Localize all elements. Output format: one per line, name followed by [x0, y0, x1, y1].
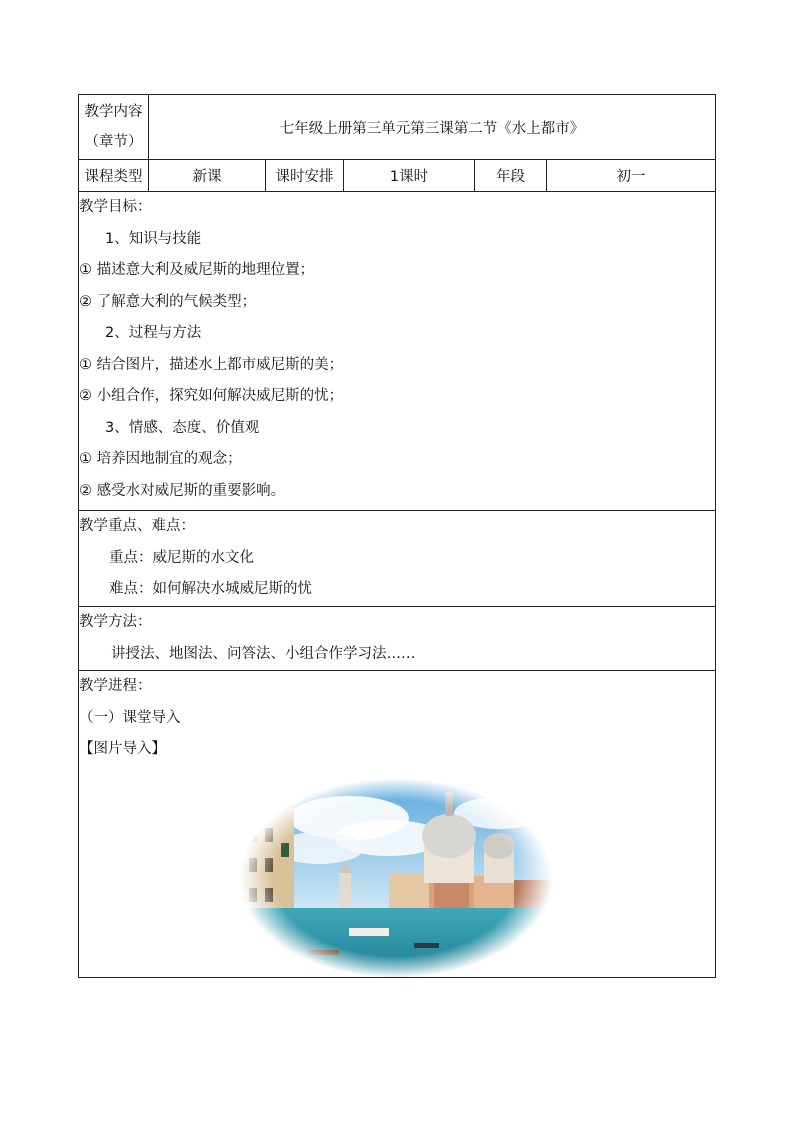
objective-heading: 3、情感、态度、价值观 [105, 419, 260, 436]
objective-item: ① 描述意大利及威尼斯的地理位置； [79, 262, 315, 278]
objectives-cell [79, 192, 716, 511]
content-label-cell [79, 95, 149, 160]
objective-item: ② 小组合作，探究如何解决威尼斯的忧； [79, 388, 344, 404]
venice-illustration [239, 778, 554, 978]
process-cell [79, 671, 716, 978]
objectives-row [79, 192, 716, 511]
key-point-difficulty: 难点：如何解决水城威尼斯的忧 [109, 581, 312, 597]
content-value: 七年级上册第三单元第三课第二节《水上都市》 [149, 95, 716, 160]
course-type-label: 课程类型 [79, 160, 149, 192]
class-hours-label: 课时安排 [266, 160, 344, 192]
methods-cell [79, 607, 716, 671]
content-label-line2: （章节） [84, 134, 143, 150]
objectives-title: 教学目标： [79, 199, 152, 215]
content-label-line1: 教学内容 [84, 104, 143, 120]
methods-title: 教学方法： [79, 614, 152, 630]
course-type-value: 新课 [149, 160, 266, 192]
process-step-1-sub: 【图片导入】 [79, 741, 166, 757]
objective-item: ② 感受水对威尼斯的重要影响。 [79, 482, 286, 499]
info-row [79, 160, 716, 192]
content-row [79, 95, 716, 160]
class-hours-value: 1课时 [344, 160, 475, 192]
grade-label: 年段 [475, 160, 547, 192]
process-title: 教学进程： [79, 678, 152, 694]
methods-row [79, 607, 716, 671]
process-step-1: （一）课堂导入 [79, 709, 181, 726]
lesson-plan-table [78, 94, 716, 978]
key-point-focus: 重点：威尼斯的水文化 [109, 549, 254, 566]
key-points-cell [79, 511, 716, 607]
process-row [79, 671, 716, 978]
grade-value: 初一 [547, 160, 716, 192]
objective-heading: 2、过程与方法 [105, 325, 202, 341]
methods-text: 讲授法、地图法、问答法、小组合作学习法…… [111, 645, 416, 662]
key-points-title: 教学重点、难点： [79, 518, 195, 534]
image-area [79, 766, 715, 971]
key-points-row [79, 511, 716, 607]
objective-item: ① 结合图片，描述水上都市威尼斯的美； [79, 356, 344, 373]
objective-heading: 1、知识与技能 [105, 230, 202, 247]
objective-item: ① 培养因地制宜的观念； [79, 451, 242, 467]
objective-item: ② 了解意大利的气候类型； [79, 293, 257, 310]
